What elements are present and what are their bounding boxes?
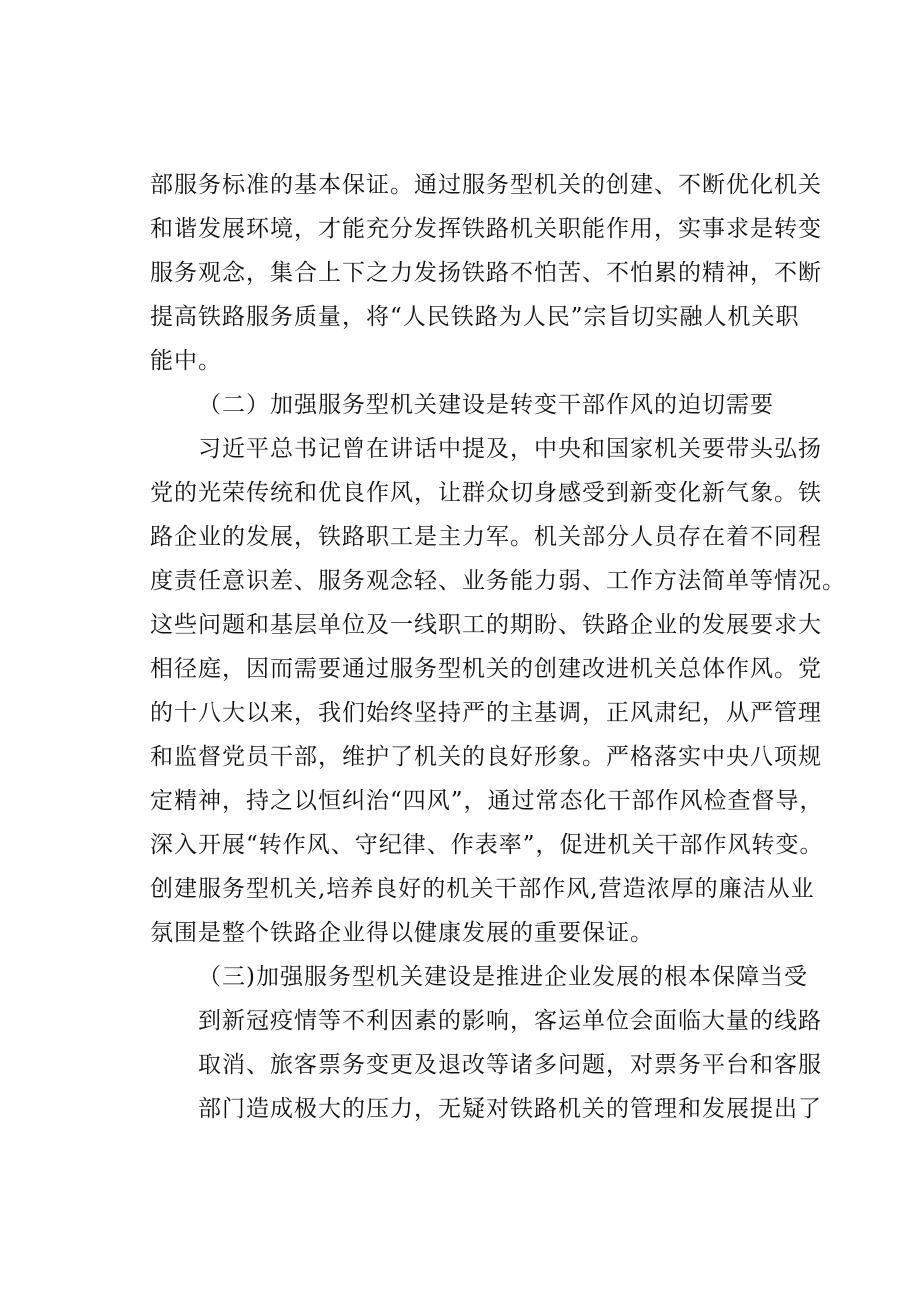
paragraph-line: 度责任意识差、服务观念轻、业务能力弱、工作方法简单等情况。	[150, 568, 846, 594]
paragraph-line: 和监督党员干部，维护了机关的良好形象。严格落实中央八项规	[150, 744, 822, 770]
paragraph-line: 能中。	[150, 348, 222, 374]
paragraph-line: 和谐发展环境，才能充分发挥铁路机关职能作用，实事求是转变	[150, 216, 822, 242]
paragraph-line: 定精神，持之以恒纠治“四风”，通过常态化干部作风检查督导，	[150, 788, 824, 814]
paragraph-line: 服务观念，集合上下之力发扬铁路不怕苦、不怕累的精神，不断	[150, 260, 822, 286]
paragraph-line: 部服务标准的基本保证。通过服务型机关的创建、不断优化机关	[150, 172, 822, 198]
paragraph-line: 习近平总书记曾在讲话中提及，中央和国家机关要带头弘扬	[198, 436, 822, 462]
paragraph-line: 的十八大以来，我们始终坚持严的主基调，正风肃纪，从严管理	[150, 700, 822, 726]
paragraph-line: 创建服务型机关,培养良好的机关干部作风,营造浓厚的廉洁从业	[150, 876, 815, 902]
paragraph-line: 部门造成极大的压力，无疑对铁路机关的管理和发展提出了	[198, 1096, 822, 1122]
paragraph-line: 到新冠疫情等不利因素的影响，客运单位会面临大量的线路	[198, 1008, 822, 1034]
paragraph-line: 相径庭，因而需要通过服务型机关的创建改进机关总体作风。党	[150, 656, 822, 682]
paragraph-line: 这些问题和基层单位及一线职工的期盼、铁路企业的发展要求大	[150, 612, 822, 638]
paragraph-line: 深入开展“转作风、守纪律、作表率”，促进机关干部作风转变。	[150, 832, 824, 858]
paragraph-line: 路企业的发展，铁路职工是主力军。机关部分人员存在着不同程	[150, 524, 822, 550]
section-heading-3: （三)加强服务型机关建设是推进企业发展的根本保障当受	[198, 964, 808, 990]
paragraph-line: 党的光荣传统和优良作风，让群众切身感受到新变化新气象。铁	[150, 480, 822, 506]
section-heading-2: （二）加强服务型机关建设是转变干部作风的迫切需要	[198, 392, 774, 418]
paragraph-line: 提高铁路服务质量，将“人民铁路为人民”宗旨切实融人机关职	[150, 304, 800, 330]
paragraph-line: 取消、旅客票务变更及退改等诸多问题，对票务平台和客服	[198, 1052, 822, 1078]
paragraph-line: 氛围是整个铁路企业得以健康发展的重要保证。	[150, 920, 654, 946]
